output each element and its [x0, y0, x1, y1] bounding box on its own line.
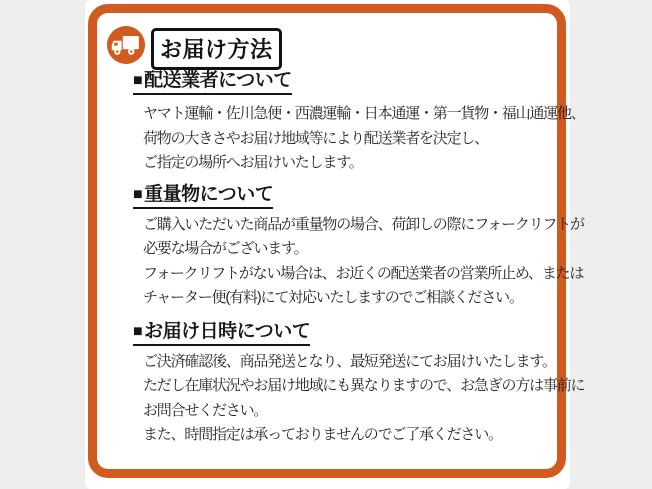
body-line: ご指定の場所へお届けいたします。	[143, 154, 363, 171]
body-line: 荷物の大きさやお届け地域等により配送業者を決定し、	[143, 129, 489, 147]
section-carriers-heading	[133, 70, 292, 95]
section-carriers	[133, 70, 585, 176]
body-line: チャーター便(有料)にて対応いたしますのでご相談ください。	[143, 289, 523, 306]
section-delivery-schedule-heading	[133, 321, 310, 346]
section-heavy-items-heading	[133, 184, 273, 209]
body-line: フォークリフトがない場合は、お近くの配送業者の営業所止め、または	[143, 264, 584, 282]
square-bullet-icon: ■	[133, 322, 143, 340]
body-line: ご決済確認後、商品発送となり、最短発送にてお届けいたします。	[143, 352, 556, 370]
body-line: ご購入いただいた商品が重量物の場合、荷卸しの際にフォークリフトが	[143, 215, 584, 233]
square-bullet-icon: ■	[133, 185, 143, 203]
truck-badge	[107, 26, 145, 64]
page-title: お届け方法	[160, 37, 273, 62]
truck-icon	[107, 26, 145, 64]
body-line: ヤマト運輸・佐川急便・西濃運輸・日本通運・第一貨物・福山通運他、	[143, 105, 585, 122]
body-line: ただし在庫状況やお届け地域にも異なりますので、お急ぎの方は事前に	[143, 377, 585, 394]
section-heading-text: 配送業者について	[144, 70, 292, 91]
square-bullet-icon: ■	[133, 72, 143, 89]
section-heavy-items	[133, 183, 584, 311]
section-heading-text: お届け日時について	[144, 320, 311, 342]
delivery-method-title-box	[151, 28, 282, 70]
section-heavy-items-body	[143, 213, 584, 311]
body-line: 必要な場合がございます。	[143, 240, 308, 257]
delivery-info-card	[85, 0, 585, 489]
body-line: また、時間指定は承っておりませんのでご了承ください。	[143, 426, 502, 443]
body-line: お問合せください。	[143, 401, 268, 419]
section-delivery-schedule	[133, 320, 585, 448]
section-delivery-schedule-body	[143, 350, 585, 448]
section-heading-text: 重量物について	[144, 183, 274, 205]
section-carriers-body	[143, 102, 585, 176]
sections-container	[133, 70, 585, 448]
